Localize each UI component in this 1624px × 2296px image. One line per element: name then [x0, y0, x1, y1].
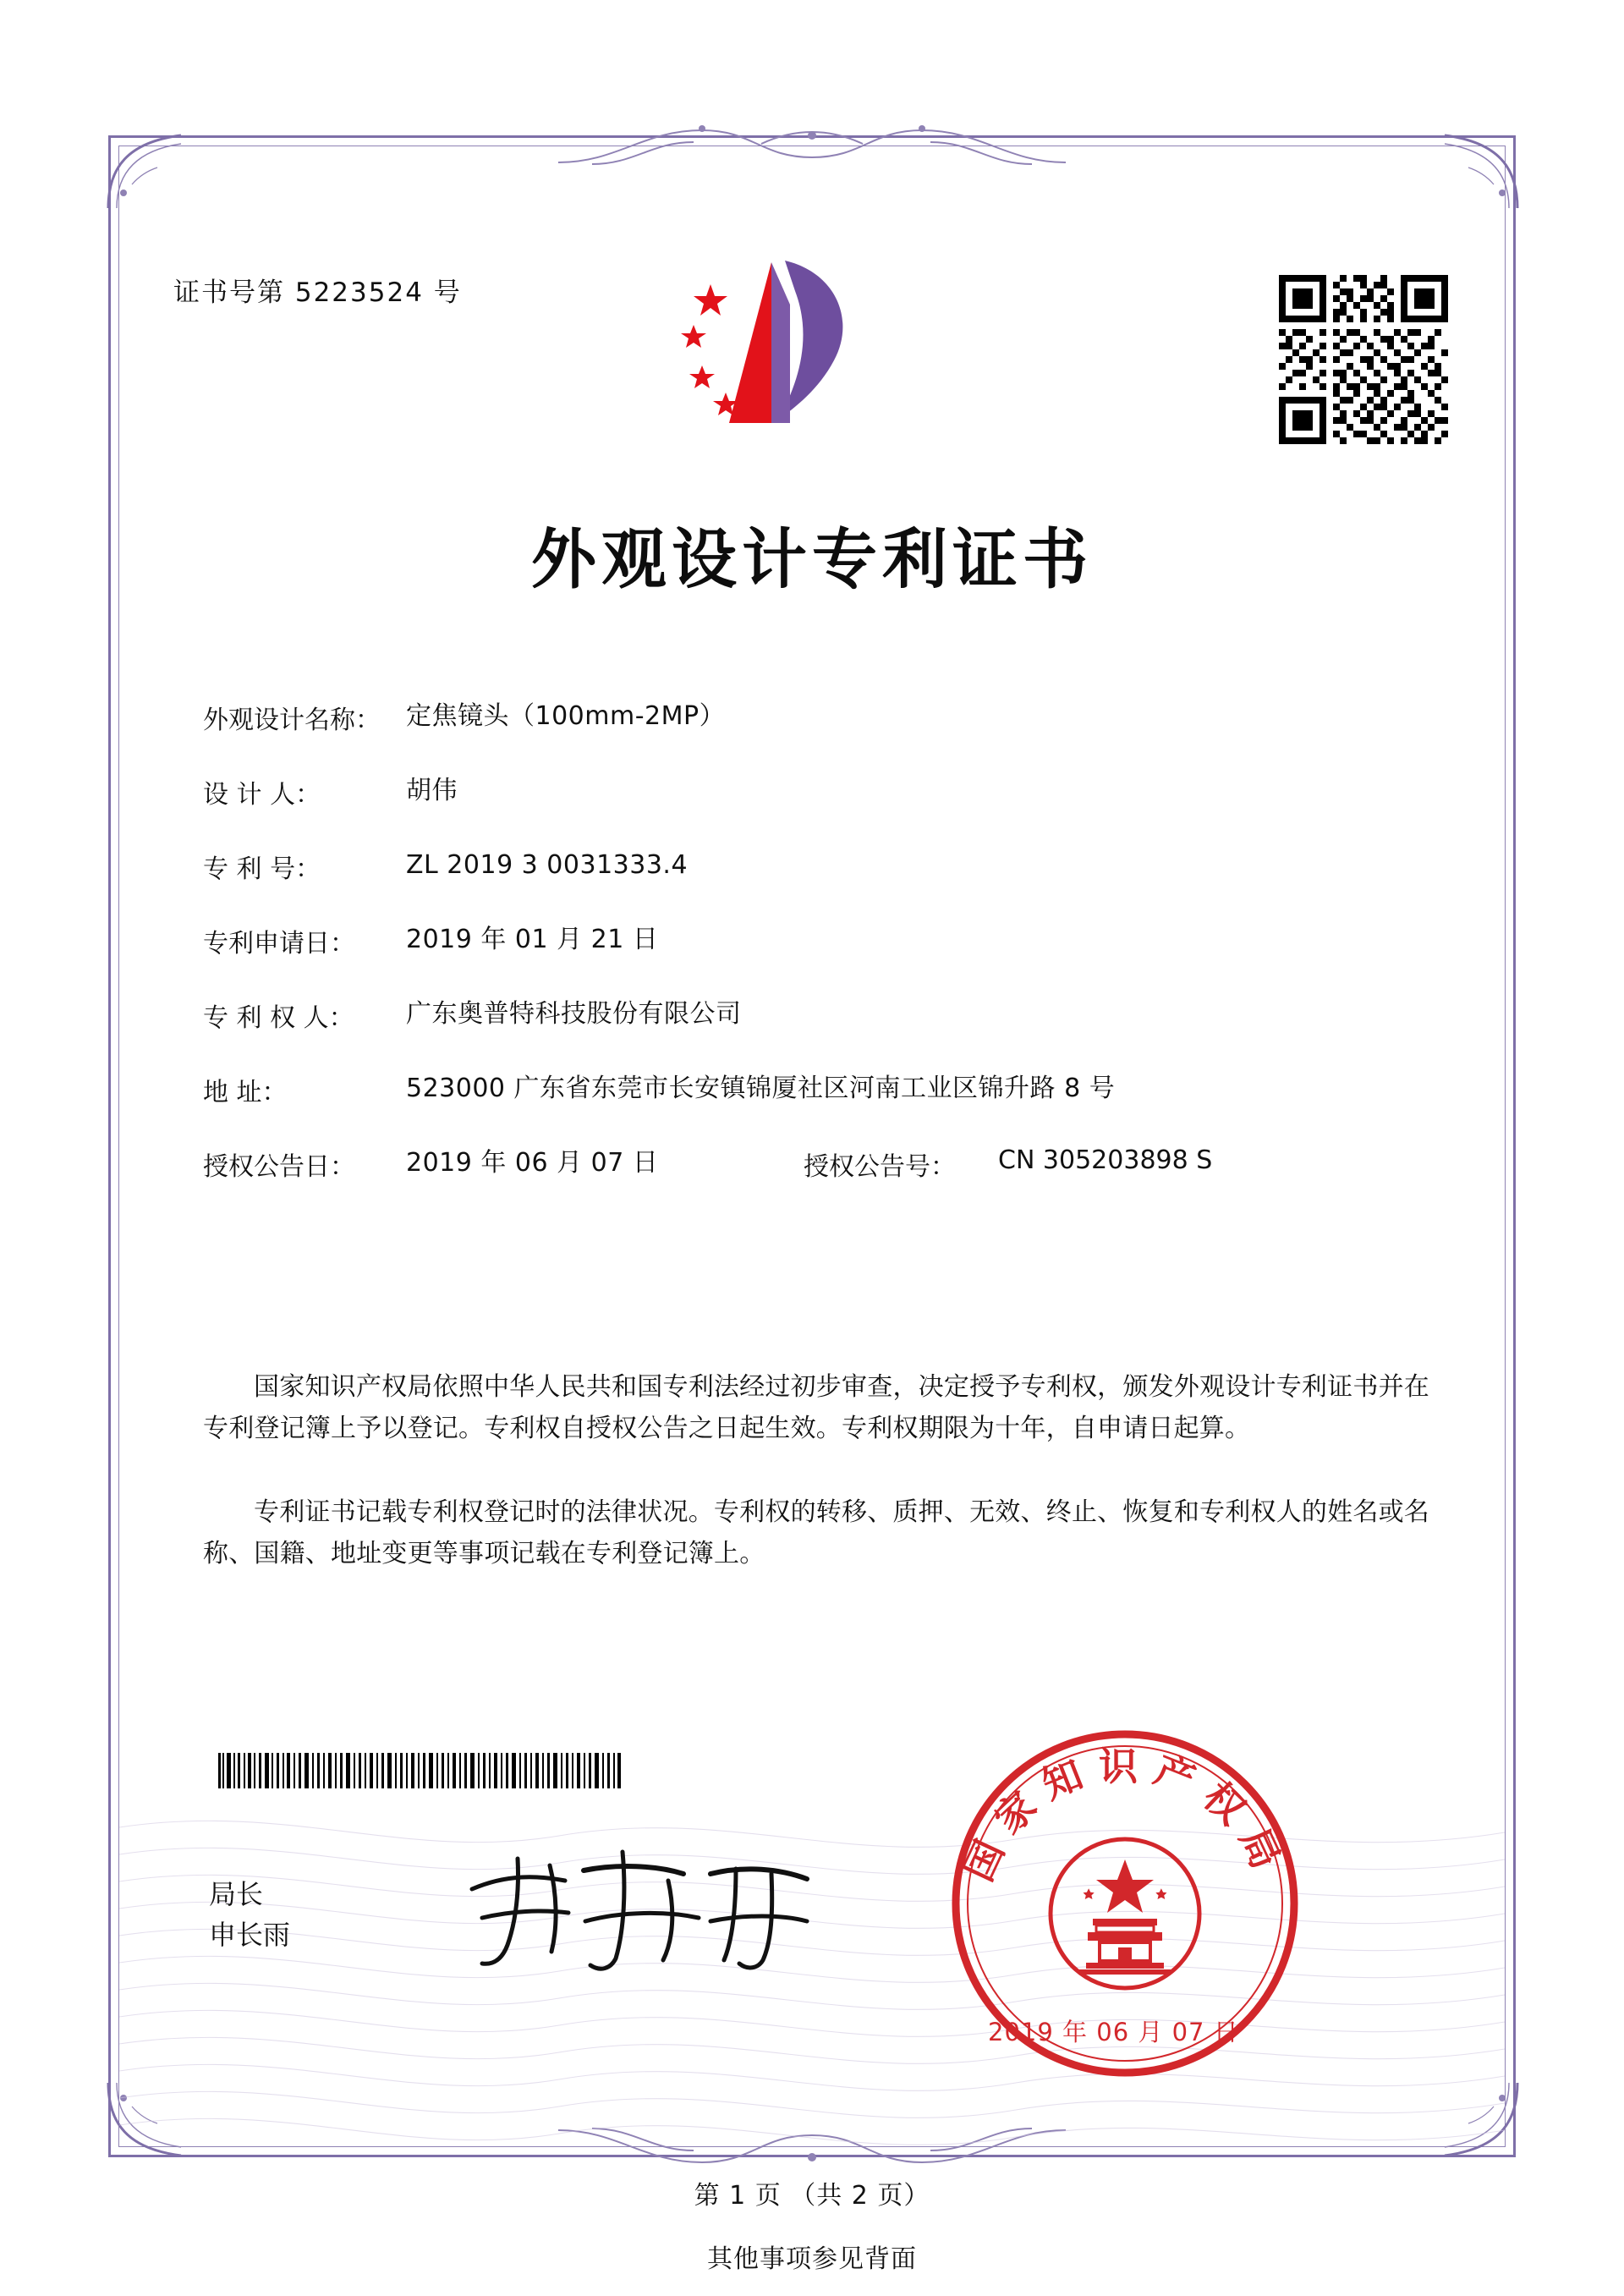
field-value: 2019 年 06 月 07 日 — [406, 1148, 659, 1178]
signer-name: 申长雨 — [209, 1919, 291, 1951]
qr-code — [1279, 275, 1448, 444]
page-title: 外观设计专利证书 — [531, 523, 1093, 598]
field-value: 523000 广东省东莞市长安镇锦厦社区河南工业区锦升路 8 号 — [406, 1074, 1116, 1103]
legal-paragraph-2 — [203, 1492, 1429, 1574]
field-patentee — [203, 997, 1429, 1034]
field-value: CN 305203898 S — [998, 1145, 1213, 1175]
legal-paragraph-1 — [203, 1367, 1429, 1449]
field-label: 专利申请日： — [203, 929, 355, 958]
field-label: 授权公告日： — [203, 1152, 355, 1182]
field-label: 地 址： — [203, 1078, 288, 1107]
svg-text:国家知识产权局: 国家知识产权局 — [955, 1744, 1295, 1888]
field-label: 授权公告号： — [804, 1152, 956, 1182]
top-ornament-icon — [541, 110, 1083, 178]
field-label: 设 计 人： — [203, 780, 321, 810]
page-number: 第 1 页 （共 2 页） — [694, 2181, 930, 2211]
field-value: 胡伟 — [406, 776, 458, 805]
field-design-name — [203, 699, 1429, 736]
footer-note: 其他事项参见背面 — [707, 2244, 917, 2274]
cnipa-logo-icon — [677, 254, 871, 444]
field-value: 2019 年 01 月 21 日 — [406, 925, 659, 954]
barcode — [218, 1753, 624, 1788]
paragraph-text: 国家知识产权局依照中华人民共和国专利法经过初步审查，决定授予专利权，颁发外观设计专利证书并在专利登记簿上予以登记。专利权自授权公告之日起生效。专利权期限为十年，自申请日起算。 — [203, 1372, 1429, 1443]
field-value: ZL 2019 3 0031333.4 — [406, 850, 689, 880]
handwritten-signature — [457, 1840, 820, 1975]
certificate-number: 证书号第 5223524 号 — [173, 277, 462, 308]
signer-title: 局长 — [209, 1878, 264, 1910]
field-label: 专 利 号： — [203, 854, 321, 884]
field-application-date — [203, 922, 1429, 959]
field-value: 定焦镜头（100mm-2MP） — [406, 701, 726, 731]
seal-date: 2019 年 06 月 07 日 — [988, 2018, 1239, 2046]
paragraph-text: 专利证书记载专利权登记时的法律状况。专利权的转移、质押、无效、终止、恢复和专利权人的姓名或名称、国籍、地址变更等事项记载在专利登记簿上。 — [203, 1497, 1429, 1568]
field-address — [203, 1071, 1429, 1108]
field-label: 外观设计名称： — [203, 706, 381, 735]
field-value: 广东奥普特科技股份有限公司 — [406, 999, 742, 1029]
field-patent-number — [203, 848, 1429, 885]
field-grant-announcement — [203, 1145, 1429, 1183]
fields-list — [203, 699, 1429, 1220]
signer-block — [209, 1874, 290, 1955]
field-label: 专 利 权 人： — [203, 1003, 354, 1033]
field-designer — [203, 773, 1429, 810]
